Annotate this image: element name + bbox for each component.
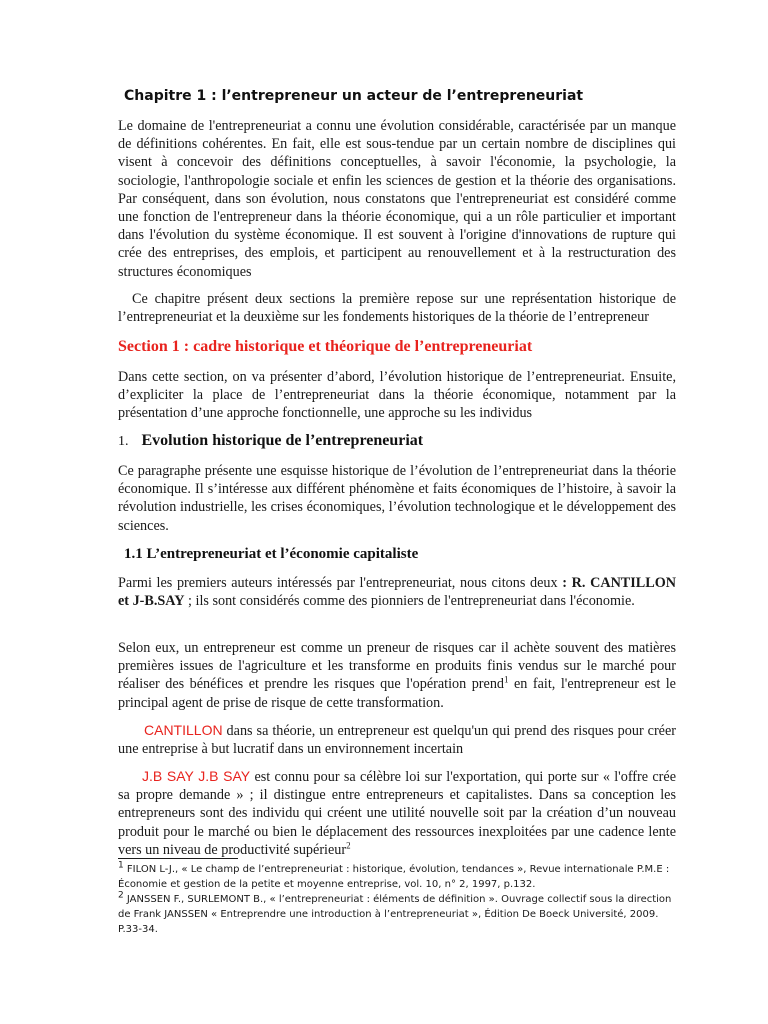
heading-1-1: 1.1 L’entrepreneuriat et l’économie capitaliste bbox=[124, 546, 419, 562]
say-paragraph bbox=[118, 767, 676, 859]
intro-paragraph: Le domaine de l'entrepreneuriat a connu une évolution considérable, caractérisée par un manque de définitions cohérentes. En fait, elle est sous-tendue par un certain nombre de disciplines qui visent à concevoir des définitions conceptuelles, à savoir l'économie, la psychologie, la sociologie, l'anthropologie sociale et enfin les sciences de gestion et la théorie des organisations. Par conséquent, dans son évolution, nous constatons que l'entrepreneuriat est considéré comme une fonction de l'entrepreneur dans la théorie économique, qui a un rôle particulier et important dans l'évolution du système économique. Il est souvent à l'origine d'innovations de rupture qui crée des entreprises, des emplois, et participent au renouvellement et à la restructuration des structures économiques bbox=[118, 118, 676, 280]
pioneers-paragraph bbox=[118, 574, 676, 610]
footnote-2-number: 2 bbox=[118, 890, 124, 901]
footnote-ref-1[interactable]: 1 bbox=[504, 674, 509, 685]
heading-1-number: 1. bbox=[118, 434, 129, 449]
chapter-title: Chapitre 1 : l’entrepreneur un acteur de l’entrepreneuriat bbox=[124, 88, 584, 104]
risk-taker-paragraph bbox=[118, 639, 676, 712]
chapter-overview-text: Ce chapitre présent deux sections la première repose sur une représentation historique de l’entrepreneuriat et la deuxième sur les fondements historiques de la théorie de l’entrepreneur bbox=[118, 291, 676, 326]
pioneers-text-start: Parmi les premiers auteurs intéressés par l'entrepreneuriat, nous citons deux bbox=[118, 575, 563, 591]
say-name: J.B SAY J.B SAY bbox=[142, 768, 251, 784]
footnote-2-text: JANSSEN F., SURLEMONT B., « l’entrepreneuriat : éléments de définition ». Ouvrage collectif sous la direction de Frank JANSSEN « Entreprendre une introduction à l’entrepreneuriat », Édition De Boeck Université, 2009. P.33-34. bbox=[118, 894, 672, 935]
cantillon-paragraph bbox=[118, 721, 676, 758]
chapter-overview-paragraph bbox=[118, 290, 676, 326]
cantillon-text: dans sa théorie, un entrepreneur est quelqu'un qui prend des risques pour créer une entreprise à but lucratif dans un environnement incertain bbox=[118, 723, 676, 758]
heading-1 bbox=[118, 432, 423, 450]
heading-1-title: Evolution historique de l’entrepreneuriat bbox=[141, 432, 424, 449]
footnote-ref-2[interactable]: 2 bbox=[346, 840, 351, 851]
footnote-1 bbox=[118, 862, 678, 892]
footnote-2 bbox=[118, 892, 678, 937]
footnote-1-text: FILON L-J., « Le champ de l’entrepreneuriat : historique, évolution, tendances », Revue internationale P.M.E : Économie et gestion de la petite et moyenne entreprise, vol. 10, n° 2, 1997, p.132. bbox=[118, 864, 670, 890]
pioneers-text-end: ; ils sont considérés comme des pionniers de l'entrepreneuriat dans l'économie. bbox=[184, 593, 635, 610]
risk-taker-text-start: Selon eux, un entrepreneur est comme un preneur de risques car il achète souvent des matières premières issues de l'agriculture et les transforme en produits finis vendus sur le marché pour réaliser des bénéfices et prendre les risques que l'opération prend bbox=[118, 640, 676, 693]
heading-1-paragraph: Ce paragraphe présente une esquisse historique de l’évolution de l’entrepreneuriat dans la théorie économique. Il s’intéresse aux différent phénomène et faits économiques de l’histoire, à savoir la révolution industrielle, les crises économiques, l’évolution technologique et le développement des sciences. bbox=[118, 463, 676, 534]
cantillon-name: CANTILLON bbox=[144, 722, 223, 738]
section-1-intro: Dans cette section, on va présenter d’abord, l’évolution historique de l’entrepreneuriat. Ensuite, d’expliciter la place de l’entrepreneuriat dans la théorie économique, notamment par la présentation d’une approche fonctionnelle, une approche su les individus bbox=[118, 369, 676, 422]
footnote-separator bbox=[118, 858, 238, 859]
pioneers-authors: : R. CANTILLON et J-B.SAY bbox=[118, 575, 677, 610]
footnote-1-number: 1 bbox=[118, 860, 124, 871]
say-text: est connu pour sa célèbre loi sur l'exportation, qui porte sur « l'offre crée sa propre demande » ; il distingue entre entrepreneurs et capitalistes. Dans sa conception les entrepreneurs sont des individu qui créent une utilité nouvelle soit par la création d’un nouveau produit pour le marché ou bien le déplacement des ressources inexploitées par une cadence lente vers un niveau de productivité supérieur bbox=[118, 769, 676, 858]
risk-taker-text-end: en fait, l'entrepreneur est le principal agent de prise de risque de cette transformation. bbox=[118, 676, 676, 711]
section-1-title: Section 1 : cadre historique et théorique de l’entrepreneuriat bbox=[118, 338, 533, 355]
